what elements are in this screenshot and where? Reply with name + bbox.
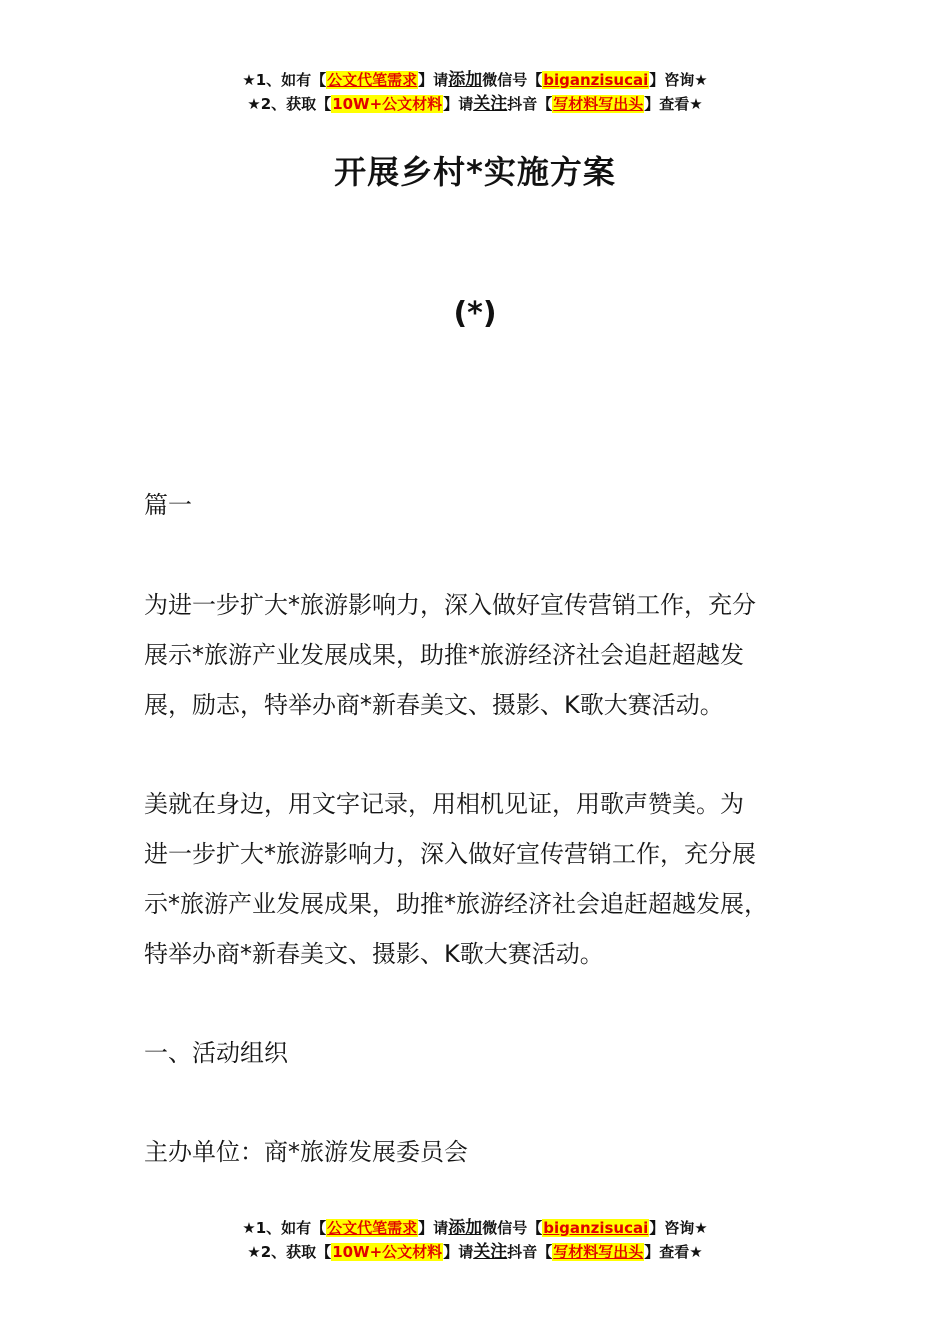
section-label: 篇一 — [144, 491, 192, 519]
document-subtitle: (*) — [453, 296, 497, 331]
promo-line-1-highlight-service: 公文代笔需求 — [327, 71, 418, 89]
paragraph-2 — [144, 779, 834, 979]
paragraph-2-line: 示*旅游产业发展成果，助推*旅游经济社会追赶超越发展， — [144, 890, 768, 918]
promo-line-1-emphasis: 添加 — [448, 70, 483, 90]
promo-line-2 — [0, 1240, 950, 1264]
promo-line-2-highlight-douyin: 写材料写出头 — [553, 95, 644, 113]
promo-line-1 — [0, 1216, 950, 1240]
promo-line-2-highlight-douyin: 写材料写出头 — [553, 1243, 644, 1261]
paragraph-1-line: 展示*旅游产业发展成果，助推*旅游经济社会追赶超越发 — [144, 641, 744, 669]
promo-banner-bottom — [0, 1216, 950, 1264]
paragraph-2-line: 进一步扩大*旅游影响力，深入做好宣传营销工作，充分展 — [144, 840, 756, 868]
organizer-line: 主办单位：商*旅游发展委员会 — [144, 1138, 468, 1166]
promo-line-2-mid: 】请 — [443, 95, 474, 113]
section-heading-activity-organization: 一、活动组织 — [144, 1039, 288, 1067]
promo-line-2-highlight-materials: 10W+公文材料 — [332, 95, 443, 113]
promo-line-1-suffix: 】咨询★ — [649, 1219, 708, 1237]
paragraph-1-line: 展，励志，特举办商*新春美文、摄影、K歌大赛活动。 — [144, 691, 724, 719]
paragraph-2-line: 美就在身边，用文字记录，用相机见证，用歌声赞美。为 — [144, 790, 744, 818]
promo-line-1-highlight-wechat: biganzisucai — [543, 1219, 649, 1237]
promo-line-2 — [0, 92, 950, 116]
promo-line-1-mid2: 微信号【 — [482, 71, 543, 89]
promo-line-1-prefix: ★1、如有【 — [242, 1219, 327, 1237]
promo-line-2-prefix: ★2、获取【 — [247, 1243, 332, 1261]
promo-line-1-suffix: 】咨询★ — [649, 71, 708, 89]
promo-line-1-prefix: ★1、如有【 — [242, 71, 327, 89]
promo-line-2-mid2: 抖音【 — [507, 95, 553, 113]
promo-line-2-prefix: ★2、获取【 — [247, 95, 332, 113]
promo-line-2-suffix: 】查看★ — [644, 95, 703, 113]
promo-line-1-mid: 】请 — [418, 1219, 449, 1237]
promo-line-2-emphasis: 关注 — [473, 94, 508, 114]
promo-line-2-mid2: 抖音【 — [507, 1243, 553, 1261]
promo-line-2-suffix: 】查看★ — [644, 1243, 703, 1261]
promo-line-1 — [0, 68, 950, 92]
promo-line-1-mid: 】请 — [418, 71, 449, 89]
document-title: 开展乡村*实施方案 — [334, 153, 616, 191]
paragraph-1 — [144, 580, 834, 730]
promo-line-1-highlight-service: 公文代笔需求 — [327, 1219, 418, 1237]
promo-line-2-mid: 】请 — [443, 1243, 474, 1261]
promo-line-1-mid2: 微信号【 — [482, 1219, 543, 1237]
promo-line-2-emphasis: 关注 — [473, 1242, 508, 1262]
promo-line-1-highlight-wechat: biganzisucai — [543, 71, 649, 89]
promo-line-1-emphasis: 添加 — [448, 1218, 483, 1238]
promo-banner-top — [0, 68, 950, 116]
promo-line-2-highlight-materials: 10W+公文材料 — [332, 1243, 443, 1261]
paragraph-1-line: 为进一步扩大*旅游影响力，深入做好宣传营销工作，充分 — [144, 591, 756, 619]
paragraph-2-line: 特举办商*新春美文、摄影、K歌大赛活动。 — [144, 940, 604, 968]
